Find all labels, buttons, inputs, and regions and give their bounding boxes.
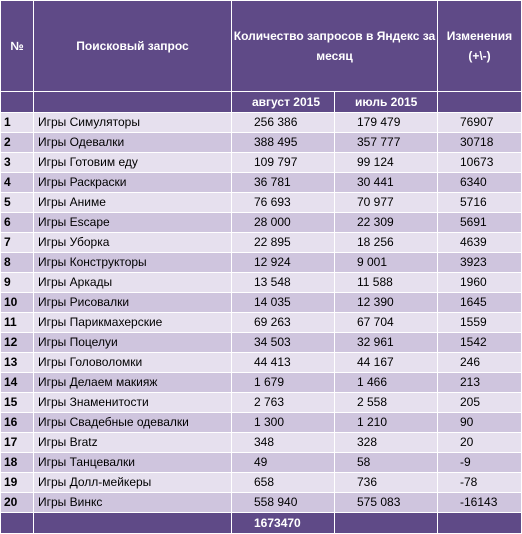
row-jul: 1 466 — [335, 373, 438, 393]
row-change: 10673 — [438, 153, 522, 173]
row-query: Игры Симуляторы — [34, 113, 232, 133]
row-change: 1542 — [438, 333, 522, 353]
row-query: Игры Escape — [34, 213, 232, 233]
row-jul: 58 — [335, 453, 438, 473]
row-query: Игры Делаем макияж — [34, 373, 232, 393]
table-row — [1, 133, 522, 153]
table-row — [1, 293, 522, 313]
row-num: 3 — [1, 153, 34, 173]
row-num: 14 — [1, 373, 34, 393]
row-num: 15 — [1, 393, 34, 413]
row-query: Игры Долл-мейкеры — [34, 473, 232, 493]
row-change: 5691 — [438, 213, 522, 233]
table-row — [1, 413, 522, 433]
row-change: 3923 — [438, 253, 522, 273]
footer-empty-num — [1, 513, 34, 534]
row-jul: 9 001 — [335, 253, 438, 273]
row-change: 246 — [438, 353, 522, 373]
row-change: 205 — [438, 393, 522, 413]
row-query: Игры Bratz — [34, 433, 232, 453]
row-jul: 11 588 — [335, 273, 438, 293]
row-jul: 357 777 — [335, 133, 438, 153]
row-jul: 2 558 — [335, 393, 438, 413]
row-jul: 328 — [335, 433, 438, 453]
row-change: 76907 — [438, 113, 522, 133]
header-jul: июль 2015 — [335, 92, 438, 113]
row-aug: 109 797 — [232, 153, 335, 173]
footer-empty-query — [34, 513, 232, 534]
row-num: 11 — [1, 313, 34, 333]
row-jul: 67 704 — [335, 313, 438, 333]
row-query: Игры Аркады — [34, 273, 232, 293]
table-row — [1, 153, 522, 173]
row-change: 1960 — [438, 273, 522, 293]
row-query: Игры Поцелуи — [34, 333, 232, 353]
footer-total: 1673470 — [232, 513, 335, 534]
row-jul: 18 256 — [335, 233, 438, 253]
header-empty-query — [34, 92, 232, 113]
row-jul: 70 977 — [335, 193, 438, 213]
row-num: 4 — [1, 173, 34, 193]
row-num: 8 — [1, 253, 34, 273]
row-aug: 388 495 — [232, 133, 335, 153]
row-num: 20 — [1, 493, 34, 513]
row-jul: 575 083 — [335, 493, 438, 513]
row-query: Игры Готовим еду — [34, 153, 232, 173]
table-row — [1, 273, 522, 293]
table-row — [1, 333, 522, 353]
table-row — [1, 113, 522, 133]
row-aug: 348 — [232, 433, 335, 453]
table-row — [1, 453, 522, 473]
row-num: 17 — [1, 433, 34, 453]
row-jul: 736 — [335, 473, 438, 493]
row-num: 5 — [1, 193, 34, 213]
table-row — [1, 393, 522, 413]
row-change: 20 — [438, 433, 522, 453]
table-body — [1, 113, 522, 513]
row-change: -78 — [438, 473, 522, 493]
row-query: Игры Уборка — [34, 233, 232, 253]
table-row — [1, 353, 522, 373]
row-aug: 28 000 — [232, 213, 335, 233]
footer-empty-jul — [335, 513, 438, 534]
row-jul: 1 210 — [335, 413, 438, 433]
row-num: 16 — [1, 413, 34, 433]
row-num: 2 — [1, 133, 34, 153]
row-change: 1559 — [438, 313, 522, 333]
row-aug: 13 548 — [232, 273, 335, 293]
header-changes: Изменения (+\-) — [438, 1, 522, 92]
table-row — [1, 233, 522, 253]
row-num: 6 — [1, 213, 34, 233]
row-query: Игры Парикмахерские — [34, 313, 232, 333]
row-aug: 44 413 — [232, 353, 335, 373]
row-aug: 76 693 — [232, 193, 335, 213]
table-row — [1, 373, 522, 393]
row-jul: 44 167 — [335, 353, 438, 373]
row-aug: 36 781 — [232, 173, 335, 193]
row-aug: 2 763 — [232, 393, 335, 413]
row-aug: 558 940 — [232, 493, 335, 513]
row-num: 13 — [1, 353, 34, 373]
header-aug: август 2015 — [232, 92, 335, 113]
row-query: Игры Конструкторы — [34, 253, 232, 273]
row-jul: 30 441 — [335, 173, 438, 193]
row-query: Игры Головоломки — [34, 353, 232, 373]
table-row — [1, 193, 522, 213]
row-aug: 256 386 — [232, 113, 335, 133]
row-aug: 1 300 — [232, 413, 335, 433]
row-num: 19 — [1, 473, 34, 493]
header-empty-num — [1, 92, 34, 113]
row-num: 7 — [1, 233, 34, 253]
row-change: 30718 — [438, 133, 522, 153]
row-query: Игры Знаменитости — [34, 393, 232, 413]
row-query: Игры Свадебные одевалки — [34, 413, 232, 433]
header-empty-changes — [438, 92, 522, 113]
row-aug: 49 — [232, 453, 335, 473]
header-count: Количество запросов в Яндекс за месяц — [232, 1, 438, 92]
row-num: 10 — [1, 293, 34, 313]
table-row — [1, 173, 522, 193]
row-aug: 658 — [232, 473, 335, 493]
row-aug: 22 895 — [232, 233, 335, 253]
row-jul: 12 390 — [335, 293, 438, 313]
table-row — [1, 253, 522, 273]
header-num: № — [1, 1, 34, 92]
table-row — [1, 213, 522, 233]
row-jul: 32 961 — [335, 333, 438, 353]
row-jul: 22 309 — [335, 213, 438, 233]
row-change: 6340 — [438, 173, 522, 193]
row-change: -9 — [438, 453, 522, 473]
row-num: 18 — [1, 453, 34, 473]
row-query: Игры Винкс — [34, 493, 232, 513]
row-change: 213 — [438, 373, 522, 393]
row-aug: 14 035 — [232, 293, 335, 313]
row-query: Игры Одевалки — [34, 133, 232, 153]
row-num: 9 — [1, 273, 34, 293]
row-num: 1 — [1, 113, 34, 133]
row-aug: 69 263 — [232, 313, 335, 333]
row-query: Игры Раскраски — [34, 173, 232, 193]
table-row — [1, 433, 522, 453]
table-row — [1, 473, 522, 493]
row-aug: 34 503 — [232, 333, 335, 353]
table-row — [1, 493, 522, 513]
footer-empty-changes — [438, 513, 522, 534]
row-jul: 179 479 — [335, 113, 438, 133]
table-row — [1, 313, 522, 333]
row-change: 5716 — [438, 193, 522, 213]
row-aug: 12 924 — [232, 253, 335, 273]
row-change: 1645 — [438, 293, 522, 313]
row-num: 12 — [1, 333, 34, 353]
row-query: Игры Аниме — [34, 193, 232, 213]
row-aug: 1 679 — [232, 373, 335, 393]
header-query: Поисковый запрос — [34, 1, 232, 92]
row-change: 4639 — [438, 233, 522, 253]
row-change: 90 — [438, 413, 522, 433]
row-query: Игры Рисовалки — [34, 293, 232, 313]
row-query: Игры Танцевалки — [34, 453, 232, 473]
row-jul: 99 124 — [335, 153, 438, 173]
row-change: -16143 — [438, 493, 522, 513]
